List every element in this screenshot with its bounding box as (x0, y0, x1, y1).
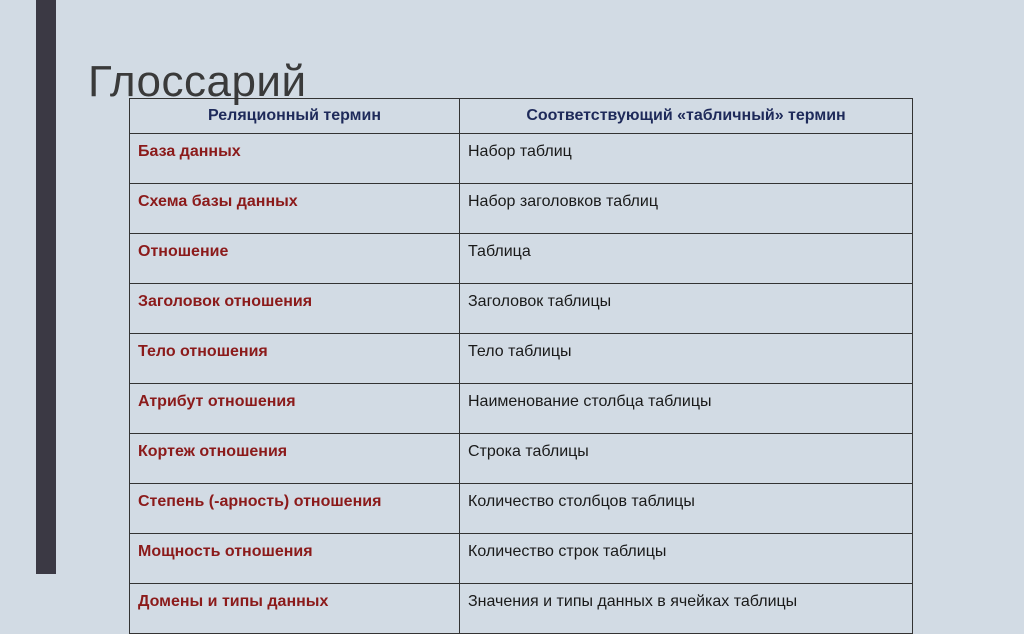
header-relational-term: Реляционный термин (130, 99, 460, 134)
relational-term-cell: Степень (-арность) отношения (130, 484, 460, 534)
table-row (130, 434, 913, 484)
slide-title: Глоссарий (88, 57, 307, 107)
table-row (130, 584, 913, 634)
table-term-cell: Тело таблицы (460, 334, 913, 384)
table-row (130, 534, 913, 584)
table-term-cell: Значения и типы данных в ячейках таблицы (460, 584, 913, 634)
table-row (130, 284, 913, 334)
table-header-row (130, 99, 913, 134)
table-term-cell: Строка таблицы (460, 434, 913, 484)
table-row (130, 484, 913, 534)
table-term-cell: Количество строк таблицы (460, 534, 913, 584)
table-row (130, 234, 913, 284)
table-row (130, 134, 913, 184)
table-term-cell: Набор заголовков таблиц (460, 184, 913, 234)
relational-term-cell: Атрибут отношения (130, 384, 460, 434)
table-row (130, 184, 913, 234)
relational-term-cell: Домены и типы данных (130, 584, 460, 634)
table-row (130, 384, 913, 434)
accent-bar (36, 0, 56, 574)
relational-term-cell: Заголовок отношения (130, 284, 460, 334)
relational-term-cell: Тело отношения (130, 334, 460, 384)
table-term-cell: Таблица (460, 234, 913, 284)
header-table-term: Соответствующий «табличный» термин (460, 99, 913, 134)
relational-term-cell: База данных (130, 134, 460, 184)
glossary-table (129, 98, 913, 634)
table-term-cell: Набор таблиц (460, 134, 913, 184)
table-term-cell: Количество столбцов таблицы (460, 484, 913, 534)
relational-term-cell: Мощность отношения (130, 534, 460, 584)
relational-term-cell: Кортеж отношения (130, 434, 460, 484)
relational-term-cell: Схема базы данных (130, 184, 460, 234)
table-term-cell: Наименование столбца таблицы (460, 384, 913, 434)
relational-term-cell: Отношение (130, 234, 460, 284)
table-term-cell: Заголовок таблицы (460, 284, 913, 334)
table-row (130, 334, 913, 384)
